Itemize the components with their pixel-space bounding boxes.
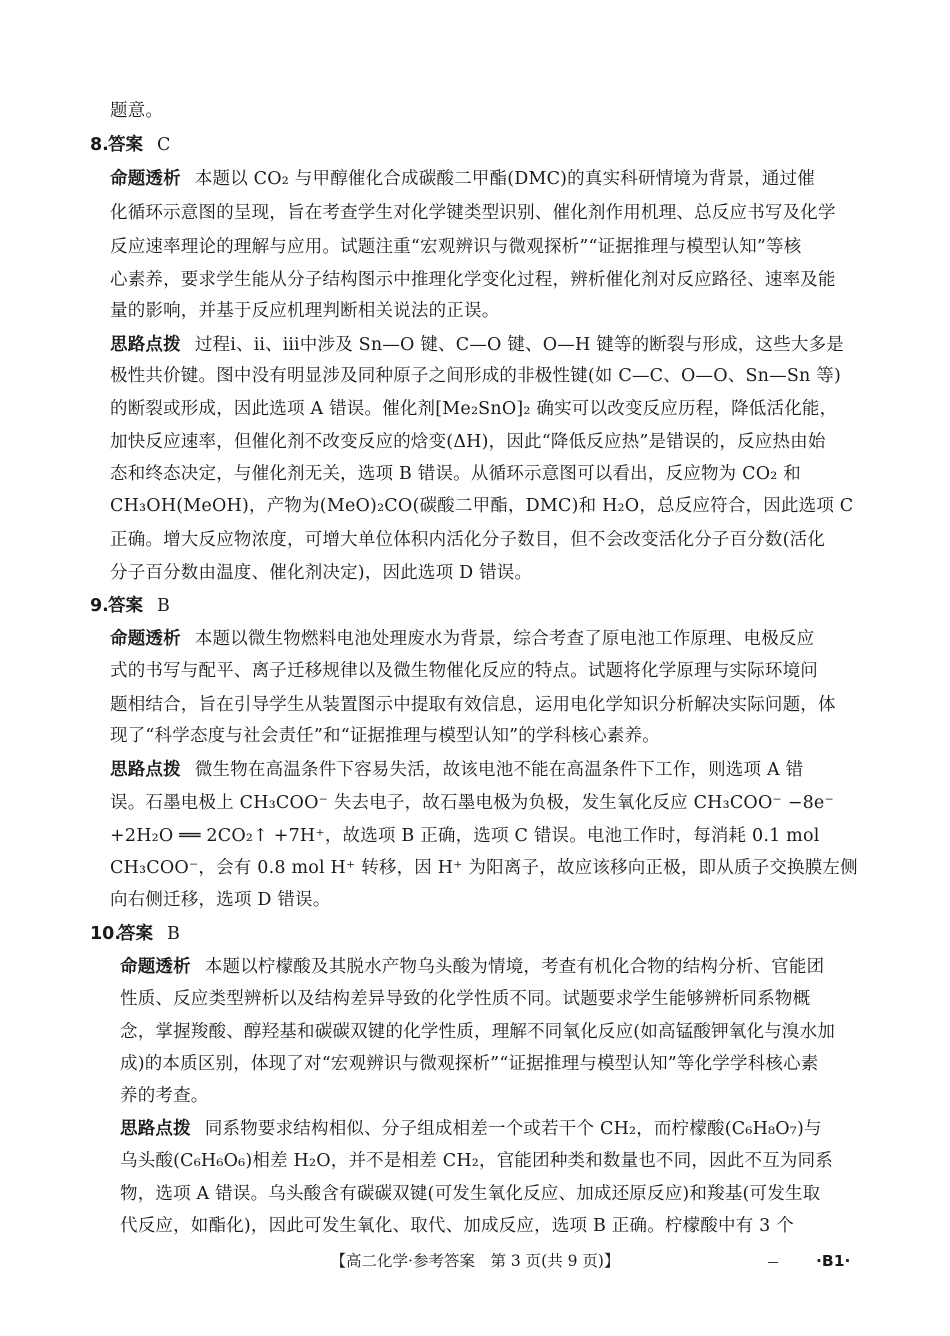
q10-answer-label: 答案 [118, 924, 153, 944]
q8-analysis-line-5: 量的影响，并基于反应机理判断相关说法的正误。 [110, 301, 500, 321]
q8-hint-line-6: CH₃OH(MeOH)，产物为(MeO)₂CO(碳酸二甲酯，DMC)和 H₂O，总反应符合，因此选项 C [110, 496, 854, 516]
q10-number: 10. [90, 924, 122, 944]
q10-answer-row [118, 922, 180, 946]
q8-hint-line-1 [110, 333, 862, 357]
q9-number: 9. [90, 596, 109, 616]
q10-hint-line-1 [120, 1117, 862, 1141]
intro-line: 题意。 [110, 101, 164, 121]
q8-analysis-line-2: 化循环示意图的呈现，旨在考查学生对化学键类型识别、催化剂作用机理、总反应书写及化学 [110, 203, 836, 223]
footer-dash [768, 1262, 778, 1263]
q9-answer-row [108, 594, 170, 618]
q8-hint-line-7: 正确。增大反应物浓度，可增大单位体积内活化分子数目，但不会改变活化分子百分数(活化 [110, 530, 826, 550]
q9-analysis-label: 命题透析 [110, 629, 181, 649]
q9-hint-line-5: 向右侧迁移，选项 D 错误。 [110, 890, 331, 910]
q8-analysis-label: 命题透析 [110, 169, 181, 189]
q8-analysis-line-1 [110, 167, 862, 191]
q10-analysis-line-4: 成)的本质区别，体现了对“宏观辨识与微观探析”“证据推理与模型认知”等化学学科核心素 [120, 1054, 819, 1074]
q9-hint-line-1 [110, 758, 862, 782]
q9-analysis-line-2: 式的书写与配平、离子迁移规律以及微生物催化反应的特点。试题将化学原理与实际环境问 [110, 661, 818, 681]
q8-answer-value: C [157, 135, 171, 155]
q10-hint-label: 思路点拨 [120, 1119, 191, 1139]
q8-hint-text-1: 过程ⅰ、ⅱ、ⅲ中涉及 Sn—O 键、C—O 键、O—H 键等的断裂与形成，这些大多是 [194, 335, 844, 355]
q8-analysis-line-4: 心素养，要求学生能从分子结构图示中推理化学变化过程，辨析催化剂对反应路径、速率及能 [110, 270, 836, 290]
q10-answer-value: B [167, 924, 180, 944]
q10-hint-text-1: 同系物要求结构相似、分子组成相差一个或若干个 CH₂，而柠檬酸(C₆H₈O₇)与 [204, 1119, 822, 1139]
q10-hint-line-4: 代反应，如酯化)，因此可发生氧化、取代、加成反应，选项 B 正确。柠檬酸中有 3 个 [120, 1216, 794, 1236]
q10-hint-line-3: 物，选项 A 错误。乌头酸含有碳碳双键(可发生氧化反应、加成还原反应)和羧基(可发生取 [120, 1184, 821, 1204]
q9-answer-value: B [157, 596, 170, 616]
q9-hint-label: 思路点拨 [110, 760, 181, 780]
q10-analysis-line-2: 性质、反应类型辨析以及结构差异导致的化学性质不同。试题要求学生能够辨析同系物概 [120, 989, 811, 1009]
q9-hint-line-3: +2H₂O ══ 2CO₂↑ +7H⁺，故选项 B 正确，选项 C 错误。电池工作时，每消耗 0.1 mol [110, 826, 820, 846]
q9-analysis-line-3: 题相结合，旨在引导学生从装置图示中提取有效信息，运用电化学知识分析解决实际问题，体 [110, 695, 836, 715]
q8-hint-label: 思路点拨 [110, 335, 181, 355]
q8-analysis-line-3: 反应速率理论的理解与应用。试题注重“宏观辨识与微观探析”“证据推理与模型认知”等核 [110, 237, 802, 257]
q8-hint-line-4: 加快反应速率，但催化剂不改变反应的焓变(ΔH)，因此“降低反应热”是错误的，反应热由始 [110, 432, 826, 452]
q8-answer-row [108, 133, 170, 157]
q8-analysis-text-1: 本题以 CO₂ 与甲醇催化合成碳酸二甲酯(DMC)的真实科研情境为背景，通过催 [194, 169, 815, 189]
page-footer: 【高二化学·参考答案 第 3 页(共 9 页)】 [330, 1252, 620, 1270]
version-mark: ·B1· [816, 1252, 851, 1270]
q9-analysis-line-1 [110, 627, 862, 651]
q8-number: 8. [90, 135, 109, 155]
q9-analysis-text-1: 本题以微生物燃料电池处理废水为背景，综合考查了原电池工作原理、电极反应 [194, 629, 815, 649]
q9-analysis-line-4: 现了“科学态度与社会责任”和“证据推理与模型认知”的学科核心素养。 [110, 726, 660, 746]
q10-hint-line-2: 乌头酸(C₆H₆O₆)相差 H₂O，并不是相差 CH₂，官能团种类和数量也不同，因此不互为同系 [120, 1151, 834, 1171]
q9-hint-line-2: 误。石墨电极上 CH₃COO⁻ 失去电子，故石墨电极为负极，发生氧化反应 CH₃COO⁻ −8e⁻ [110, 793, 834, 813]
q10-analysis-line-3: 念，掌握羧酸、醇羟基和碳碳双键的化学性质，理解不同氧化反应(如高锰酸钾氧化与溴水加 [120, 1022, 836, 1042]
q8-hint-line-2: 极性共价键。图中没有明显涉及同种原子之间形成的非极性键(如 C—C、O—O、Sn—Sn 等) [110, 366, 841, 386]
q10-analysis-line-1 [120, 955, 862, 979]
q9-answer-label: 答案 [108, 596, 143, 616]
q10-analysis-text-1: 本题以柠檬酸及其脱水产物乌头酸为情境，考查有机化合物的结构分析、官能团 [204, 957, 825, 977]
q8-answer-label: 答案 [108, 135, 143, 155]
q8-hint-line-3: 的断裂或形成，因此选项 A 错误。催化剂[Me₂SnO]₂ 确实可以改变反应历程，降低活化能， [110, 399, 838, 419]
q9-hint-text-1: 微生物在高温条件下容易失活，故该电池不能在高温条件下工作，则选项 A 错 [194, 760, 804, 780]
q10-analysis-line-5: 养的考查。 [120, 1086, 209, 1106]
q8-hint-line-8: 分子百分数由温度、催化剂决定)，因此选项 D 错误。 [110, 563, 533, 583]
q8-hint-line-5: 态和终态决定，与催化剂无关，选项 B 错误。从循环示意图可以看出，反应物为 CO₂ 和 [110, 464, 801, 484]
q10-analysis-label: 命题透析 [120, 957, 191, 977]
q9-hint-line-4: CH₃COO⁻，会有 0.8 mol H⁺ 转移，因 H⁺ 为阳离子，故应该移向正极，即从质子交换膜左侧 [110, 858, 858, 878]
